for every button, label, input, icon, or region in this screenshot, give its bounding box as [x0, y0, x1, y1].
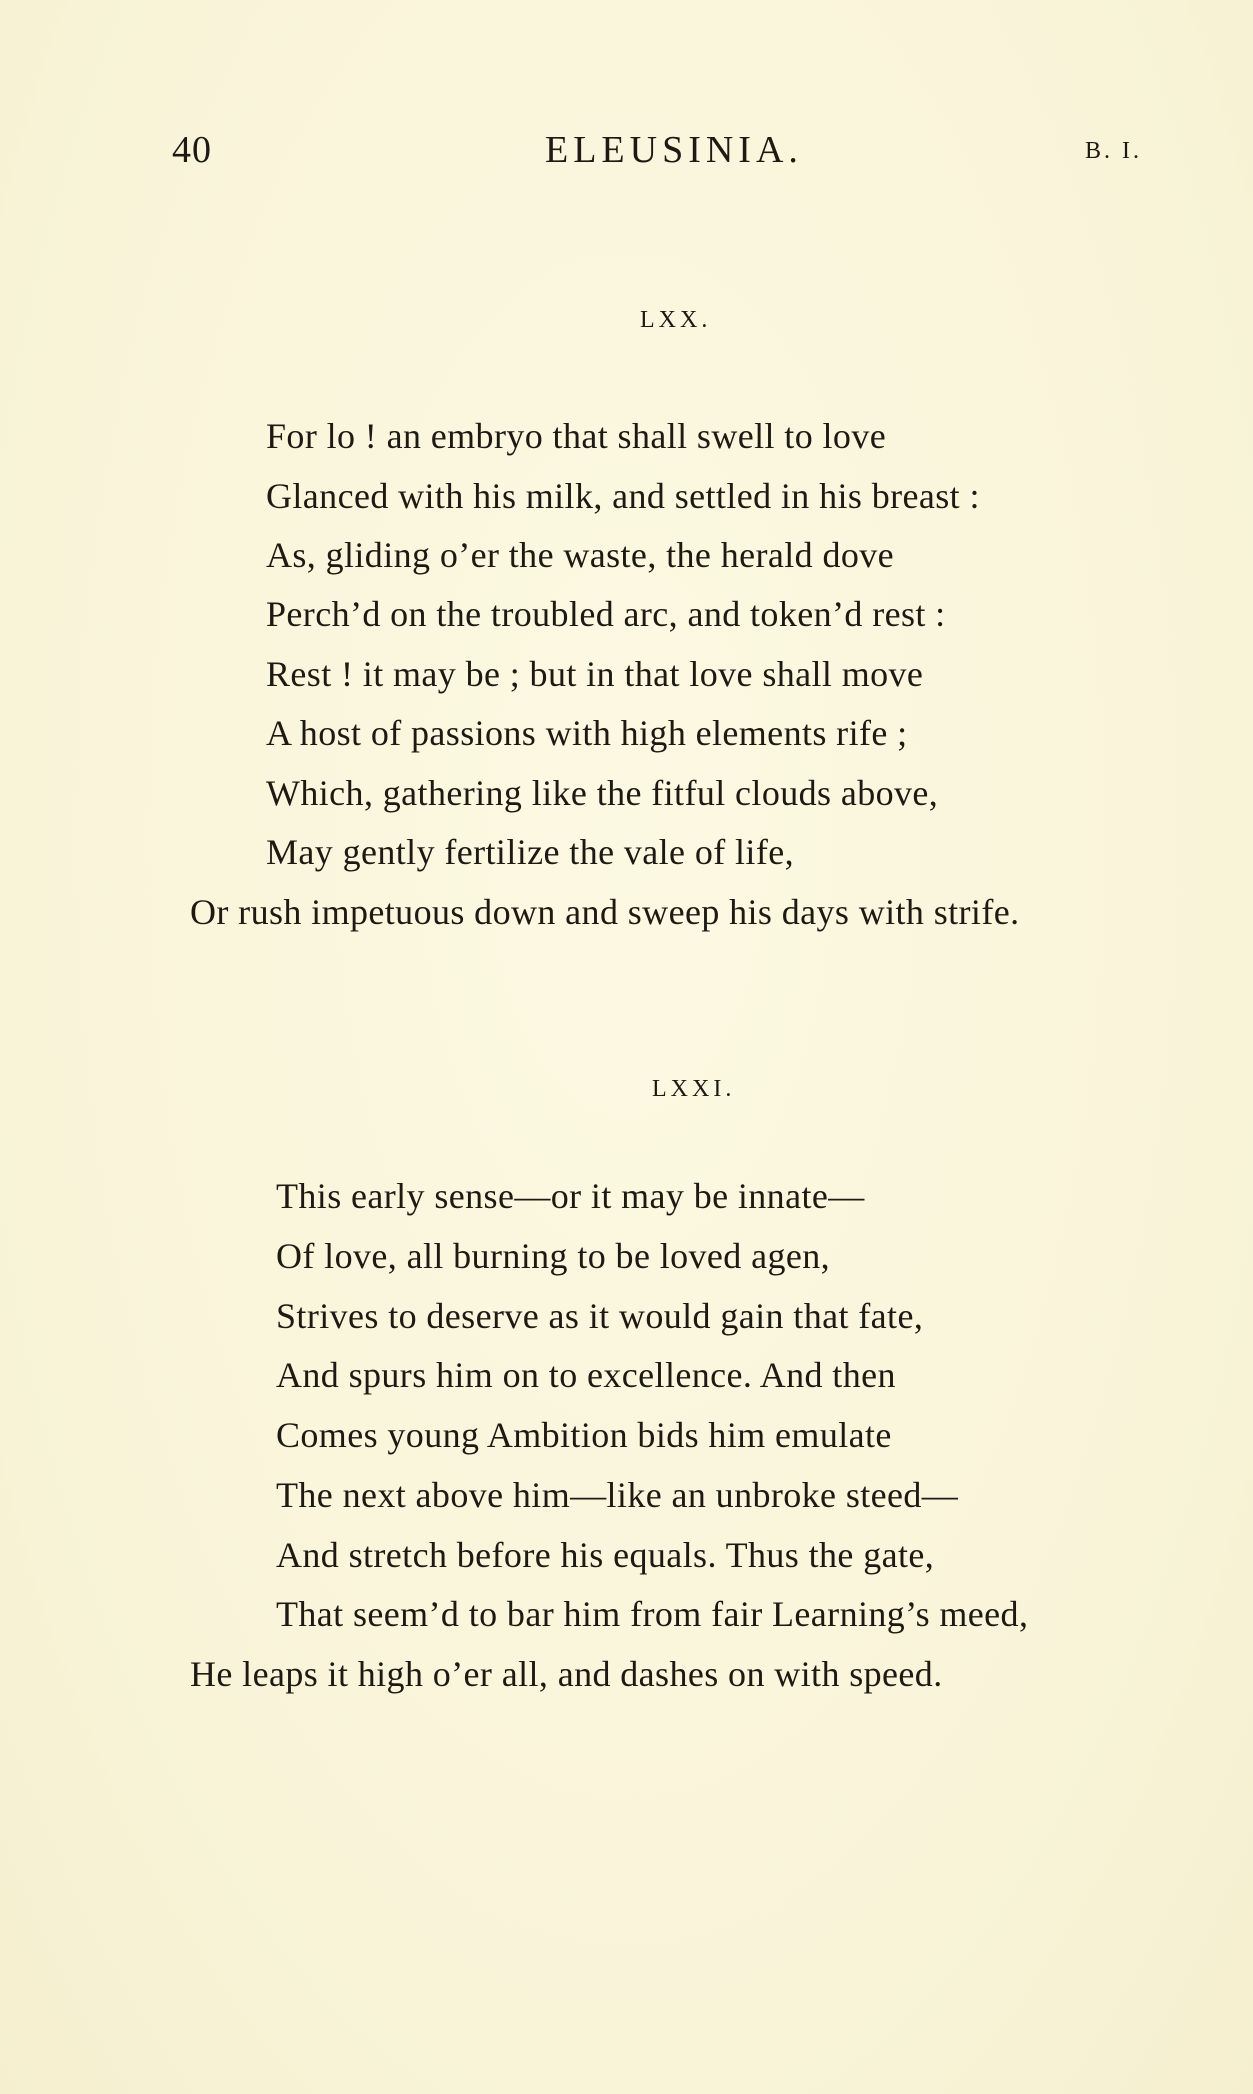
verse-line: The next above him—like an unbroke steed— [276, 1475, 959, 1515]
verse-line: As, gliding o’er the waste, the herald dove [266, 535, 895, 575]
verse-line: Or rush impetuous down and sweep his days with strife. [190, 892, 1020, 932]
stanza-number: LXX. [640, 307, 712, 333]
verse-line: Perch’d on the troubled arc, and token’d rest : [266, 594, 946, 634]
verse-line: For lo ! an embryo that shall swell to love [266, 416, 887, 456]
verse-line: Rest ! it may be ; but in that love shall move [266, 654, 924, 694]
verse-line: Glanced with his milk, and settled in his breast : [266, 476, 980, 516]
verse-line: Which, gathering like the fitful clouds above, [266, 773, 939, 813]
verse-line: May gently fertilize the vale of life, [266, 832, 794, 872]
running-header [0, 128, 1253, 188]
book-reference: B. I. [1085, 138, 1142, 164]
verse-line: This early sense—or it may be innate— [276, 1176, 865, 1216]
verse-line: Of love, all burning to be loved agen, [276, 1236, 831, 1276]
verse-line: He leaps it high o’er all, and dashes on with speed. [190, 1654, 943, 1694]
verse-line: That seem’d to bar him from fair Learning’s meed, [276, 1594, 1029, 1634]
verse-line: And stretch before his equals. Thus the gate, [276, 1535, 935, 1575]
verse-line: A host of passions with high elements rife ; [266, 713, 908, 753]
stanza-number: LXXI. [652, 1076, 736, 1102]
running-title: ELEUSINIA. [545, 129, 803, 171]
verse-line: Strives to deserve as it would gain that fate, [276, 1296, 924, 1336]
verse-line: And spurs him on to excellence. And then [276, 1355, 896, 1395]
verse-line: Comes young Ambition bids him emulate [276, 1415, 892, 1455]
page-number: 40 [172, 129, 212, 171]
